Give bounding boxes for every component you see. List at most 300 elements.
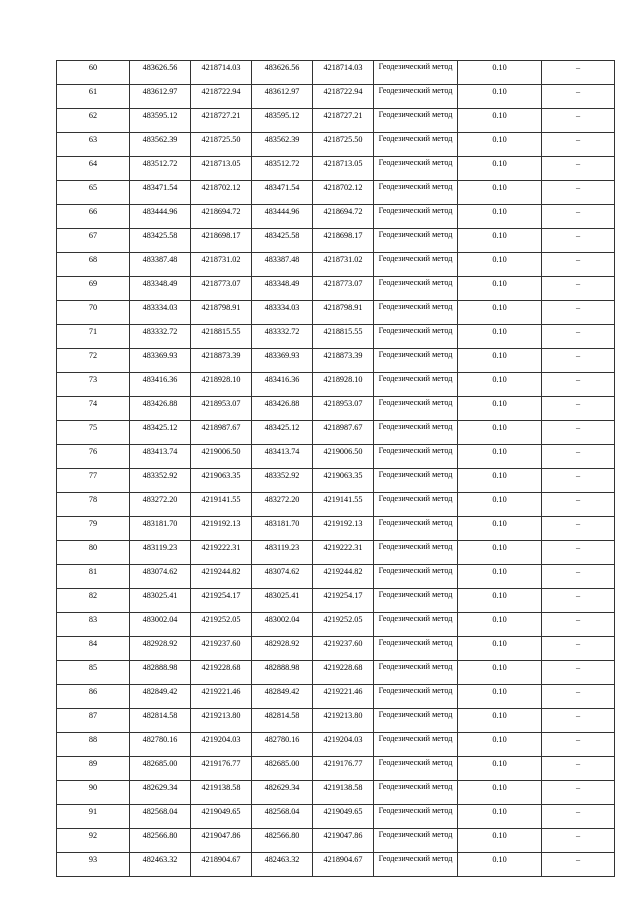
method-cell: Геодезический метод [374,541,458,565]
method-cell: Геодезический метод [374,205,458,229]
accuracy-cell: 0.10 [458,85,542,109]
table-row [57,349,615,373]
point-number-cell: 90 [57,781,130,805]
accuracy-cell: 0.10 [458,157,542,181]
y-coordinate-cell: 4218773.07 [191,277,252,301]
note-cell: – [542,781,615,805]
x-coordinate-new-cell: 483562.39 [252,133,313,157]
note-cell: – [542,301,615,325]
method-cell: Геодезический метод [374,757,458,781]
table-body [57,61,615,877]
x-coordinate-cell: 483425.58 [130,229,191,253]
x-coordinate-cell: 483272.20 [130,493,191,517]
note-cell: – [542,661,615,685]
accuracy-cell: 0.10 [458,805,542,829]
note-cell: – [542,853,615,877]
point-number-cell: 61 [57,85,130,109]
x-coordinate-new-cell: 483332.72 [252,325,313,349]
x-coordinate-cell: 483119.23 [130,541,191,565]
point-number-cell: 88 [57,733,130,757]
accuracy-cell: 0.10 [458,589,542,613]
note-cell: – [542,133,615,157]
point-number-cell: 81 [57,565,130,589]
x-coordinate-new-cell: 483369.93 [252,349,313,373]
table-row [57,181,615,205]
note-cell: – [542,421,615,445]
note-cell: – [542,733,615,757]
point-number-cell: 70 [57,301,130,325]
table-row [57,205,615,229]
y-coordinate-new-cell: 4218904.67 [313,853,374,877]
y-coordinate-cell: 4219006.50 [191,445,252,469]
note-cell: – [542,685,615,709]
method-cell: Геодезический метод [374,181,458,205]
y-coordinate-new-cell: 4218727.21 [313,109,374,133]
method-cell: Геодезический метод [374,325,458,349]
note-cell: – [542,349,615,373]
table-row [57,685,615,709]
accuracy-cell: 0.10 [458,205,542,229]
note-cell: – [542,85,615,109]
y-coordinate-new-cell: 4218722.94 [313,85,374,109]
method-cell: Геодезический метод [374,469,458,493]
note-cell: – [542,229,615,253]
y-coordinate-cell: 4218815.55 [191,325,252,349]
accuracy-cell: 0.10 [458,781,542,805]
table-row [57,325,615,349]
y-coordinate-cell: 4219138.58 [191,781,252,805]
note-cell: – [542,493,615,517]
x-coordinate-new-cell: 483119.23 [252,541,313,565]
y-coordinate-cell: 4218714.03 [191,61,252,85]
note-cell: – [542,325,615,349]
note-cell: – [542,61,615,85]
method-cell: Геодезический метод [374,493,458,517]
table-row [57,781,615,805]
point-number-cell: 89 [57,757,130,781]
method-cell: Геодезический метод [374,445,458,469]
method-cell: Геодезический метод [374,733,458,757]
y-coordinate-cell: 4218731.02 [191,253,252,277]
point-number-cell: 72 [57,349,130,373]
x-coordinate-cell: 483352.92 [130,469,191,493]
x-coordinate-new-cell: 483334.03 [252,301,313,325]
method-cell: Геодезический метод [374,397,458,421]
table-row [57,805,615,829]
note-cell: – [542,805,615,829]
point-number-cell: 74 [57,397,130,421]
y-coordinate-cell: 4219213.80 [191,709,252,733]
table-row [57,589,615,613]
y-coordinate-cell: 4219252.05 [191,613,252,637]
y-coordinate-new-cell: 4219141.55 [313,493,374,517]
point-number-cell: 91 [57,805,130,829]
x-coordinate-new-cell: 483074.62 [252,565,313,589]
table-row [57,397,615,421]
y-coordinate-cell: 4218702.12 [191,181,252,205]
y-coordinate-cell: 4219141.55 [191,493,252,517]
x-coordinate-new-cell: 483426.88 [252,397,313,421]
accuracy-cell: 0.10 [458,517,542,541]
table-row [57,157,615,181]
x-coordinate-new-cell: 483413.74 [252,445,313,469]
x-coordinate-cell: 483334.03 [130,301,191,325]
accuracy-cell: 0.10 [458,733,542,757]
table-row [57,829,615,853]
y-coordinate-new-cell: 4218702.12 [313,181,374,205]
x-coordinate-new-cell: 482780.16 [252,733,313,757]
accuracy-cell: 0.10 [458,253,542,277]
y-coordinate-new-cell: 4219138.58 [313,781,374,805]
y-coordinate-new-cell: 4218725.50 [313,133,374,157]
y-coordinate-new-cell: 4218694.72 [313,205,374,229]
x-coordinate-cell: 483413.74 [130,445,191,469]
accuracy-cell: 0.10 [458,469,542,493]
y-coordinate-cell: 4219221.46 [191,685,252,709]
table-row [57,373,615,397]
point-number-cell: 83 [57,613,130,637]
accuracy-cell: 0.10 [458,109,542,133]
y-coordinate-new-cell: 4218714.03 [313,61,374,85]
method-cell: Геодезический метод [374,781,458,805]
method-cell: Геодезический метод [374,685,458,709]
note-cell: – [542,253,615,277]
method-cell: Геодезический метод [374,709,458,733]
x-coordinate-new-cell: 482849.42 [252,685,313,709]
point-number-cell: 63 [57,133,130,157]
y-coordinate-new-cell: 4219192.13 [313,517,374,541]
note-cell: – [542,541,615,565]
table-row [57,85,615,109]
point-number-cell: 69 [57,277,130,301]
y-coordinate-cell: 4219063.35 [191,469,252,493]
y-coordinate-new-cell: 4218713.05 [313,157,374,181]
y-coordinate-new-cell: 4218987.67 [313,421,374,445]
x-coordinate-cell: 483425.12 [130,421,191,445]
x-coordinate-cell: 482888.98 [130,661,191,685]
x-coordinate-cell: 483025.41 [130,589,191,613]
y-coordinate-new-cell: 4218928.10 [313,373,374,397]
point-number-cell: 73 [57,373,130,397]
x-coordinate-cell: 482685.00 [130,757,191,781]
x-coordinate-new-cell: 482814.58 [252,709,313,733]
point-number-cell: 76 [57,445,130,469]
x-coordinate-cell: 483626.56 [130,61,191,85]
y-coordinate-cell: 4219244.82 [191,565,252,589]
method-cell: Геодезический метод [374,517,458,541]
y-coordinate-new-cell: 4219063.35 [313,469,374,493]
table-row [57,493,615,517]
point-number-cell: 82 [57,589,130,613]
x-coordinate-new-cell: 483425.12 [252,421,313,445]
y-coordinate-cell: 4219237.60 [191,637,252,661]
y-coordinate-new-cell: 4219222.31 [313,541,374,565]
x-coordinate-cell: 483471.54 [130,181,191,205]
point-number-cell: 64 [57,157,130,181]
table-row [57,637,615,661]
y-coordinate-new-cell: 4219176.77 [313,757,374,781]
y-coordinate-cell: 4219049.65 [191,805,252,829]
accuracy-cell: 0.10 [458,277,542,301]
table-row [57,565,615,589]
method-cell: Геодезический метод [374,421,458,445]
accuracy-cell: 0.10 [458,685,542,709]
accuracy-cell: 0.10 [458,853,542,877]
point-number-cell: 85 [57,661,130,685]
accuracy-cell: 0.10 [458,133,542,157]
table-row [57,733,615,757]
accuracy-cell: 0.10 [458,493,542,517]
point-number-cell: 71 [57,325,130,349]
y-coordinate-cell: 4218928.10 [191,373,252,397]
x-coordinate-cell: 482814.58 [130,709,191,733]
x-coordinate-new-cell: 483387.48 [252,253,313,277]
y-coordinate-cell: 4218953.07 [191,397,252,421]
y-coordinate-new-cell: 4218798.91 [313,301,374,325]
x-coordinate-cell: 483074.62 [130,565,191,589]
y-coordinate-cell: 4219047.86 [191,829,252,853]
x-coordinate-cell: 483181.70 [130,517,191,541]
method-cell: Геодезический метод [374,133,458,157]
x-coordinate-new-cell: 482566.80 [252,829,313,853]
accuracy-cell: 0.10 [458,181,542,205]
accuracy-cell: 0.10 [458,757,542,781]
note-cell: – [542,397,615,421]
x-coordinate-new-cell: 482629.34 [252,781,313,805]
table-row [57,421,615,445]
table-row [57,517,615,541]
note-cell: – [542,445,615,469]
x-coordinate-new-cell: 483512.72 [252,157,313,181]
method-cell: Геодезический метод [374,85,458,109]
note-cell: – [542,157,615,181]
y-coordinate-cell: 4218798.91 [191,301,252,325]
point-number-cell: 67 [57,229,130,253]
note-cell: – [542,637,615,661]
y-coordinate-new-cell: 4218698.17 [313,229,374,253]
method-cell: Геодезический метод [374,61,458,85]
method-cell: Геодезический метод [374,853,458,877]
method-cell: Геодезический метод [374,157,458,181]
y-coordinate-cell: 4218727.21 [191,109,252,133]
x-coordinate-cell: 483512.72 [130,157,191,181]
x-coordinate-new-cell: 483425.58 [252,229,313,253]
y-coordinate-new-cell: 4219228.68 [313,661,374,685]
x-coordinate-cell: 483002.04 [130,613,191,637]
y-coordinate-cell: 4219176.77 [191,757,252,781]
accuracy-cell: 0.10 [458,301,542,325]
note-cell: – [542,589,615,613]
note-cell: – [542,565,615,589]
x-coordinate-new-cell: 483272.20 [252,493,313,517]
accuracy-cell: 0.10 [458,61,542,85]
note-cell: – [542,517,615,541]
accuracy-cell: 0.10 [458,445,542,469]
point-number-cell: 60 [57,61,130,85]
y-coordinate-new-cell: 4219213.80 [313,709,374,733]
x-coordinate-cell: 483612.97 [130,85,191,109]
y-coordinate-new-cell: 4218953.07 [313,397,374,421]
y-coordinate-new-cell: 4218815.55 [313,325,374,349]
y-coordinate-new-cell: 4219006.50 [313,445,374,469]
y-coordinate-cell: 4219222.31 [191,541,252,565]
table-row [57,61,615,85]
table-row [57,709,615,733]
method-cell: Геодезический метод [374,253,458,277]
table-row [57,661,615,685]
y-coordinate-new-cell: 4219252.05 [313,613,374,637]
point-number-cell: 84 [57,637,130,661]
table-row [57,301,615,325]
accuracy-cell: 0.10 [458,613,542,637]
point-number-cell: 86 [57,685,130,709]
point-number-cell: 75 [57,421,130,445]
point-number-cell: 80 [57,541,130,565]
y-coordinate-new-cell: 4218873.39 [313,349,374,373]
x-coordinate-cell: 483426.88 [130,397,191,421]
y-coordinate-cell: 4219254.17 [191,589,252,613]
table-row [57,253,615,277]
point-number-cell: 87 [57,709,130,733]
method-cell: Геодезический метод [374,229,458,253]
note-cell: – [542,373,615,397]
point-number-cell: 65 [57,181,130,205]
table-row [57,229,615,253]
point-number-cell: 92 [57,829,130,853]
table-row [57,613,615,637]
note-cell: – [542,205,615,229]
accuracy-cell: 0.10 [458,397,542,421]
method-cell: Геодезический метод [374,109,458,133]
method-cell: Геодезический метод [374,589,458,613]
x-coordinate-new-cell: 483002.04 [252,613,313,637]
x-coordinate-new-cell: 482928.92 [252,637,313,661]
x-coordinate-new-cell: 483626.56 [252,61,313,85]
accuracy-cell: 0.10 [458,325,542,349]
note-cell: – [542,829,615,853]
x-coordinate-new-cell: 483471.54 [252,181,313,205]
table-row [57,109,615,133]
method-cell: Геодезический метод [374,349,458,373]
note-cell: – [542,469,615,493]
note-cell: – [542,613,615,637]
table-row [57,469,615,493]
x-coordinate-new-cell: 483348.49 [252,277,313,301]
x-coordinate-new-cell: 483025.41 [252,589,313,613]
x-coordinate-new-cell: 482463.32 [252,853,313,877]
method-cell: Геодезический метод [374,661,458,685]
method-cell: Геодезический метод [374,301,458,325]
x-coordinate-new-cell: 482568.04 [252,805,313,829]
y-coordinate-new-cell: 4218731.02 [313,253,374,277]
x-coordinate-cell: 482568.04 [130,805,191,829]
table-row [57,757,615,781]
x-coordinate-cell: 482463.32 [130,853,191,877]
table-row [57,853,615,877]
y-coordinate-new-cell: 4218773.07 [313,277,374,301]
x-coordinate-cell: 483416.36 [130,373,191,397]
x-coordinate-cell: 483595.12 [130,109,191,133]
x-coordinate-cell: 482780.16 [130,733,191,757]
table-row [57,541,615,565]
method-cell: Геодезический метод [374,829,458,853]
accuracy-cell: 0.10 [458,349,542,373]
x-coordinate-cell: 482566.80 [130,829,191,853]
x-coordinate-new-cell: 483416.36 [252,373,313,397]
y-coordinate-new-cell: 4219244.82 [313,565,374,589]
x-coordinate-new-cell: 483352.92 [252,469,313,493]
y-coordinate-new-cell: 4219237.60 [313,637,374,661]
x-coordinate-cell: 482629.34 [130,781,191,805]
x-coordinate-new-cell: 482888.98 [252,661,313,685]
point-number-cell: 77 [57,469,130,493]
y-coordinate-cell: 4218722.94 [191,85,252,109]
y-coordinate-cell: 4218713.05 [191,157,252,181]
x-coordinate-cell: 483348.49 [130,277,191,301]
point-number-cell: 93 [57,853,130,877]
accuracy-cell: 0.10 [458,637,542,661]
coordinates-table [56,60,615,877]
accuracy-cell: 0.10 [458,421,542,445]
accuracy-cell: 0.10 [458,661,542,685]
y-coordinate-cell: 4218694.72 [191,205,252,229]
method-cell: Геодезический метод [374,565,458,589]
x-coordinate-new-cell: 483595.12 [252,109,313,133]
x-coordinate-cell: 483369.93 [130,349,191,373]
y-coordinate-cell: 4218873.39 [191,349,252,373]
note-cell: – [542,709,615,733]
table-row [57,277,615,301]
y-coordinate-new-cell: 4219047.86 [313,829,374,853]
accuracy-cell: 0.10 [458,541,542,565]
method-cell: Геодезический метод [374,637,458,661]
method-cell: Геодезический метод [374,277,458,301]
x-coordinate-cell: 483332.72 [130,325,191,349]
x-coordinate-new-cell: 483444.96 [252,205,313,229]
y-coordinate-cell: 4219204.03 [191,733,252,757]
accuracy-cell: 0.10 [458,709,542,733]
method-cell: Геодезический метод [374,373,458,397]
point-number-cell: 79 [57,517,130,541]
y-coordinate-cell: 4218698.17 [191,229,252,253]
accuracy-cell: 0.10 [458,565,542,589]
y-coordinate-cell: 4218987.67 [191,421,252,445]
accuracy-cell: 0.10 [458,829,542,853]
y-coordinate-new-cell: 4219254.17 [313,589,374,613]
table-row [57,445,615,469]
y-coordinate-new-cell: 4219221.46 [313,685,374,709]
x-coordinate-new-cell: 483612.97 [252,85,313,109]
point-number-cell: 78 [57,493,130,517]
y-coordinate-cell: 4218725.50 [191,133,252,157]
point-number-cell: 66 [57,205,130,229]
y-coordinate-new-cell: 4219049.65 [313,805,374,829]
note-cell: – [542,181,615,205]
x-coordinate-cell: 482928.92 [130,637,191,661]
point-number-cell: 62 [57,109,130,133]
y-coordinate-new-cell: 4219204.03 [313,733,374,757]
note-cell: – [542,109,615,133]
point-number-cell: 68 [57,253,130,277]
table-row [57,133,615,157]
x-coordinate-cell: 483387.48 [130,253,191,277]
note-cell: – [542,757,615,781]
method-cell: Геодезический метод [374,805,458,829]
y-coordinate-cell: 4219192.13 [191,517,252,541]
accuracy-cell: 0.10 [458,229,542,253]
x-coordinate-cell: 483562.39 [130,133,191,157]
x-coordinate-cell: 483444.96 [130,205,191,229]
